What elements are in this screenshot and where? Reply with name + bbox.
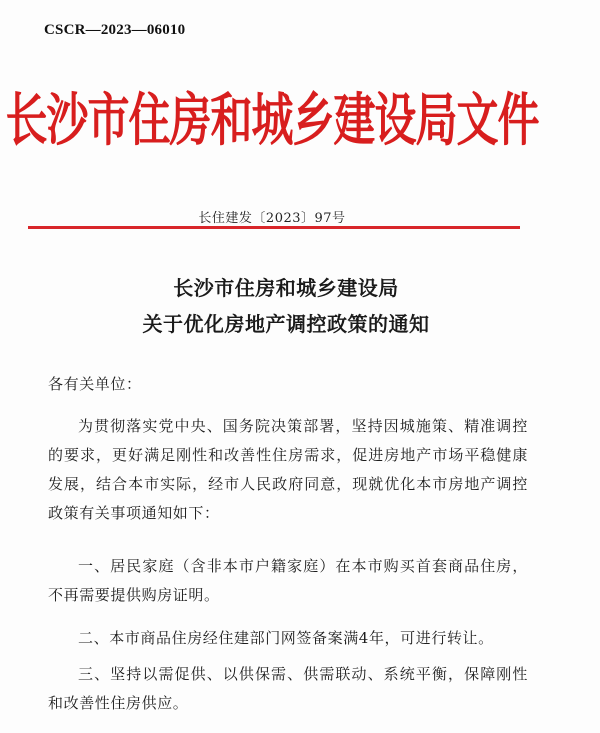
document-number: 长住建发〔2023〕97号 xyxy=(198,211,346,226)
paragraph-intro: 为贯彻落实党中央、国务院决策部署，坚持因城施策、精准调控的要求，更好满足刚性和改善性住房需求，促进房地产市场平稳健康发展，结合本市实际，经市人民政府同意，现就优化本市房地产调控政策有关事项通知如下： xyxy=(48,417,528,522)
salutation: 各有关单位： xyxy=(48,375,142,393)
notice-heading-line-1: 长沙市住房和城乡建设局 xyxy=(173,276,399,300)
notice-heading-line-2: 关于优化房地产调控政策的通知 xyxy=(142,312,430,336)
document-code: CSCR—2023—06010 xyxy=(44,22,186,38)
paragraph-item-1: 一、居民家庭（含非本市户籍家庭）在本市购买首套商品住房，不再需要提供购房证明。 xyxy=(48,557,528,604)
issuer-title: 长沙市住房和城乡建设局文件 xyxy=(5,86,539,153)
paragraph-item-3: 三、坚持以需促供、以供保需、供需联动、系统平衡，保障刚性和改善性住房供应。 xyxy=(48,665,528,712)
paragraph-item-2: 二、本市商品住房经住建部门网签备案满4年，可进行转让。 xyxy=(78,629,494,647)
red-divider-line xyxy=(28,226,520,229)
